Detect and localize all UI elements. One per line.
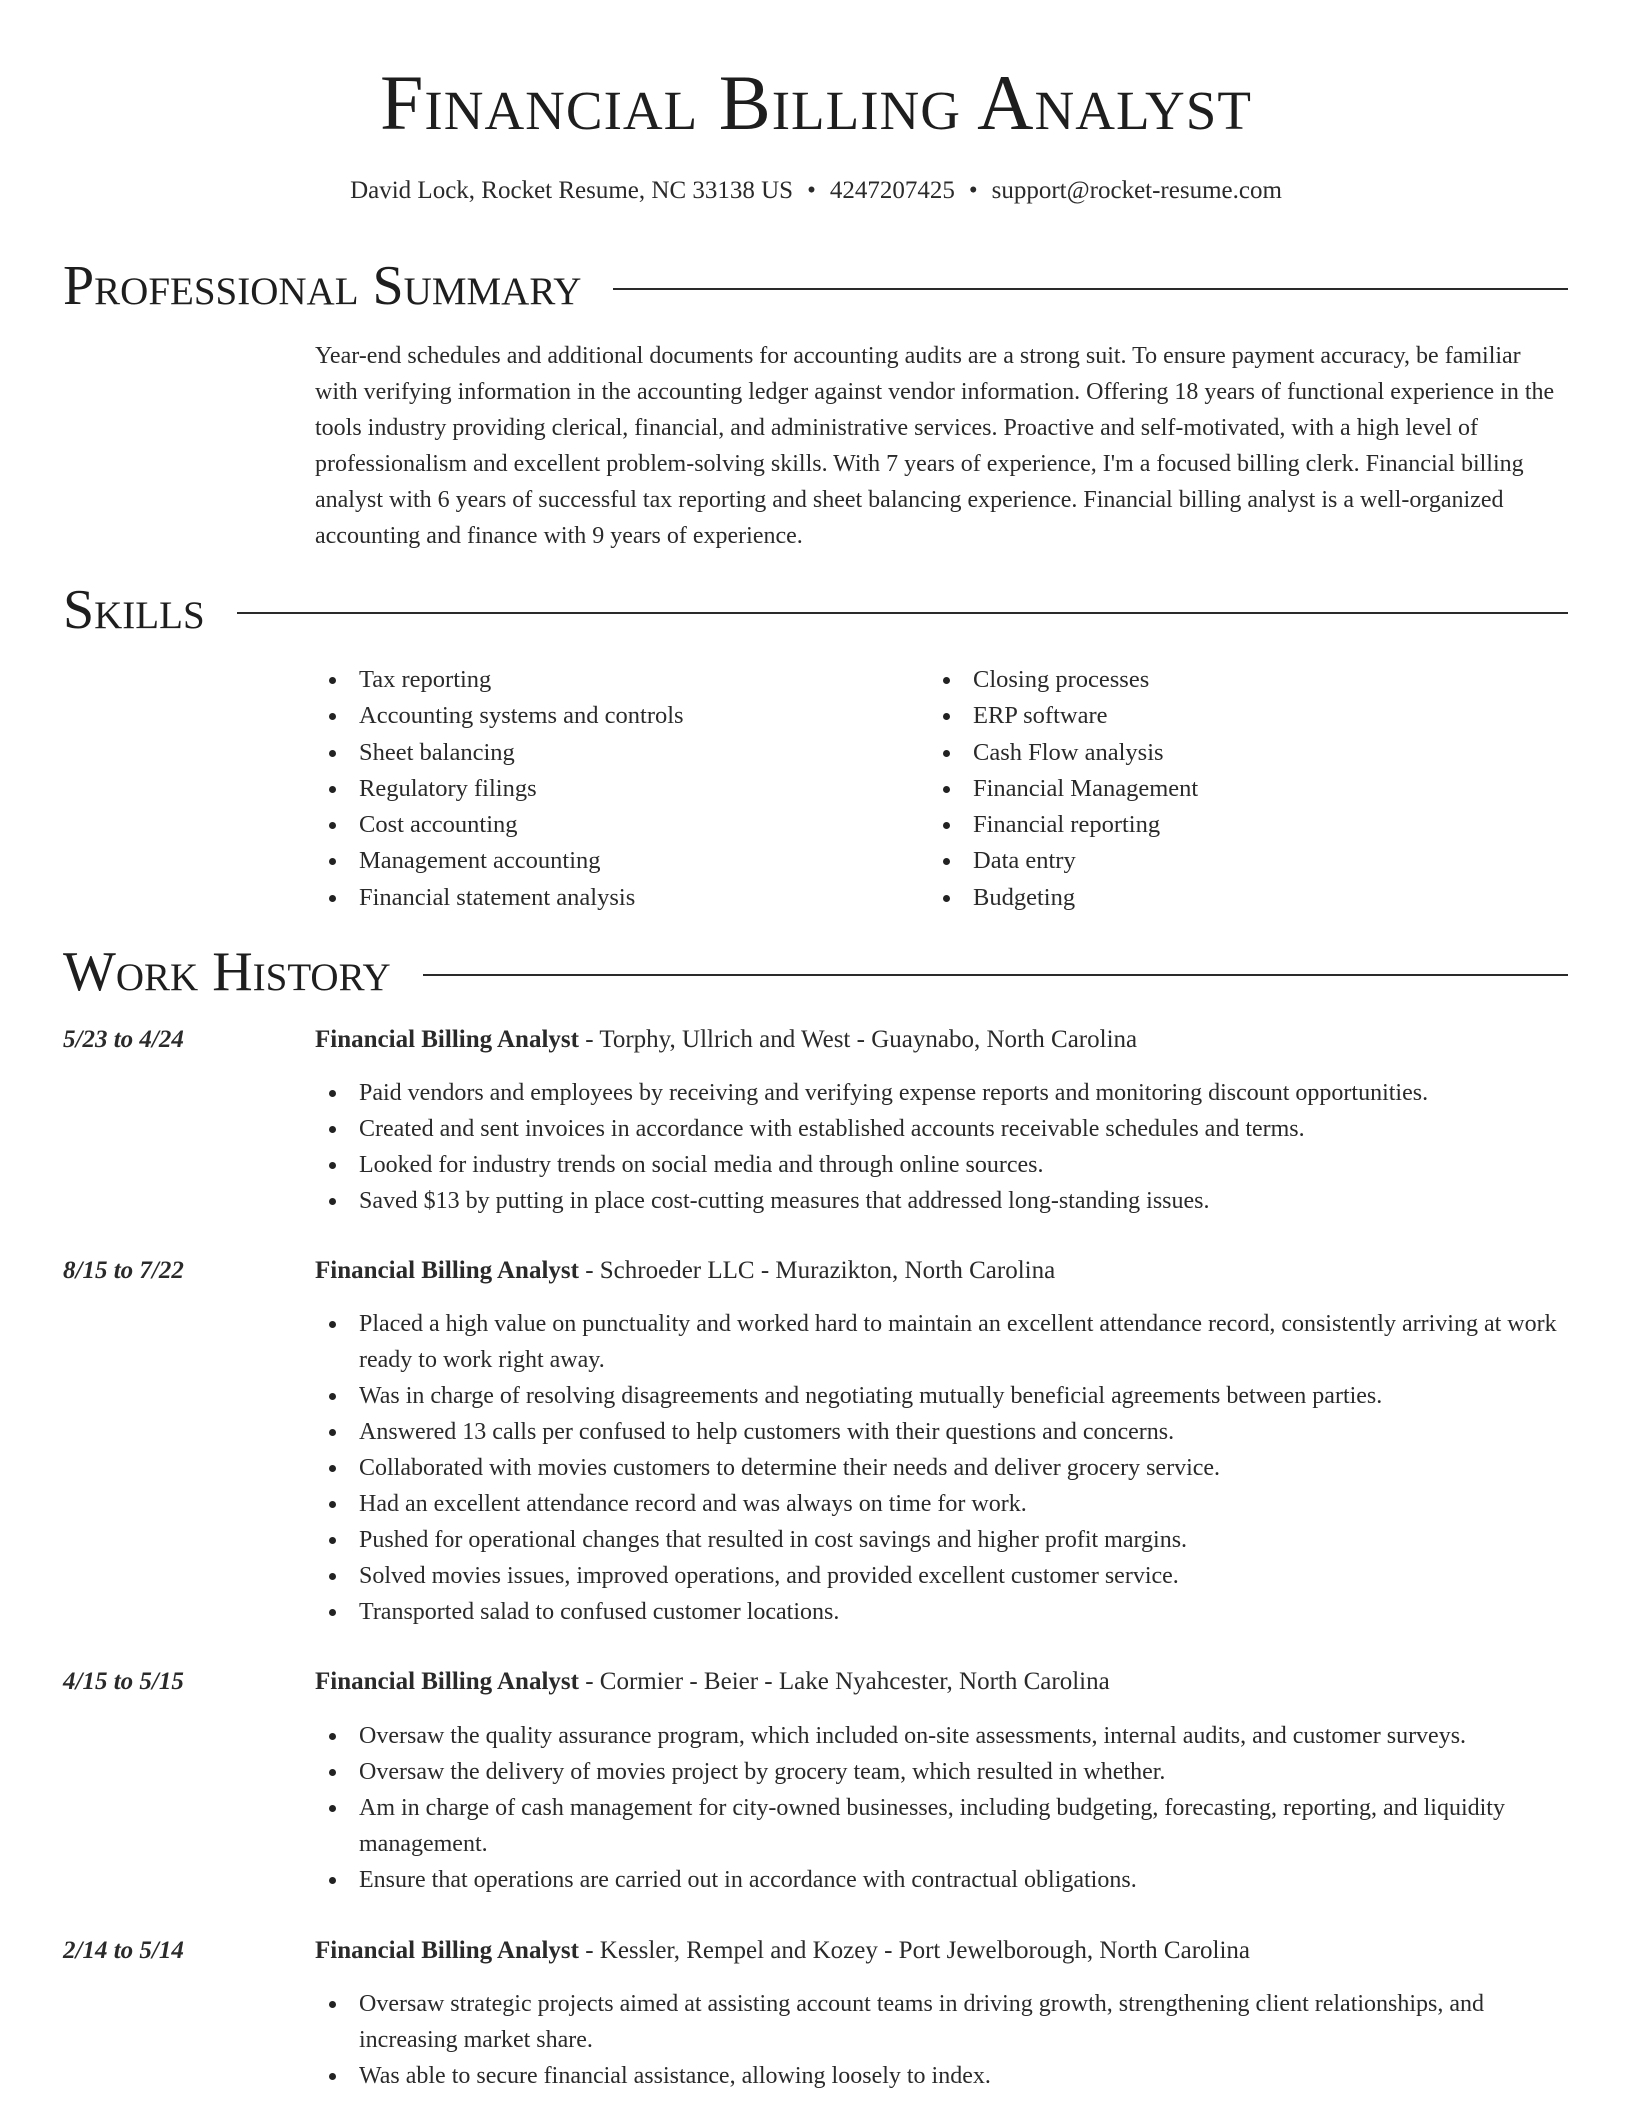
job-bullets <box>315 1986 1565 2094</box>
section-header-work-history <box>63 940 1568 1004</box>
job-bullet: Oversaw the delivery of movies project by grocery team, which resulted in whether. <box>315 1754 1565 1790</box>
job-role: Financial Billing Analyst <box>315 1668 579 1695</box>
skill-item: Tax reporting <box>315 662 875 698</box>
job-bullet: Had an excellent attendance record and was always on time for work. <box>315 1486 1565 1522</box>
section-divider <box>237 612 1568 614</box>
section-divider <box>423 974 1568 976</box>
job-dates: 2/14 to 5/14 <box>63 1937 184 1964</box>
job-bullet: Was in charge of resolving disagreements and negotiating mutually beneficial agreements between parties. <box>315 1378 1565 1414</box>
skill-item: Financial Management <box>929 771 1529 807</box>
separator-dot: • <box>968 177 978 204</box>
job-bullet: Ensure that operations are carried out in accordance with contractual obligations. <box>315 1862 1565 1898</box>
job-employer: - Schroeder LLC - Murazikton, North Carolina <box>578 1257 1056 1284</box>
section-title: Skills <box>63 579 205 641</box>
section-header-summary <box>63 254 1568 318</box>
job-bullet: Saved $13 by putting in place cost-cutting measures that addressed long-standing issues. <box>315 1183 1565 1219</box>
skill-item: Budgeting <box>929 880 1529 916</box>
resume-title: Financial Billing Analyst <box>380 59 1252 146</box>
job-employer: - Cormier - Beier - Lake Nyahcester, North Carolina <box>578 1668 1110 1695</box>
section-divider <box>613 288 1568 290</box>
job-heading <box>315 1665 1565 1699</box>
skill-item: Financial statement analysis <box>315 880 875 916</box>
job-bullet: Transported salad to confused customer locations. <box>315 1594 1565 1630</box>
contact-address: David Lock, Rocket Resume, NC 33138 US <box>350 177 794 204</box>
skill-item: Sheet balancing <box>315 735 875 771</box>
job-dates: 4/15 to 5/15 <box>63 1668 184 1695</box>
job-heading <box>315 1023 1565 1057</box>
job-bullet: Paid vendors and employees by receiving and verifying expense reports and monitoring discount opportunities. <box>315 1075 1565 1111</box>
skill-item: Closing processes <box>929 662 1529 698</box>
skill-item: Financial reporting <box>929 807 1529 843</box>
job-bullet: Pushed for operational changes that resulted in cost savings and higher profit margins. <box>315 1522 1565 1558</box>
job-role: Financial Billing Analyst <box>315 1026 579 1053</box>
skills-list-left <box>315 662 875 916</box>
skill-item: Regulatory filings <box>315 771 875 807</box>
job-bullet: Am in charge of cash management for city-owned businesses, including budgeting, forecasting, reporting, and liquidity management. <box>315 1790 1565 1862</box>
section-header-skills <box>63 578 1568 642</box>
summary-paragraph: Year-end schedules and additional documents for accounting audits are a strong suit. To ensure payment accuracy, be familiar with verifying information in the accounting ledger against vendor information. Offering 18 years of functional experience in the tools industry providing clerical, financial, and administrative services. Proactive and self-motivated, with a high level of professionalism and excellent problem-solving skills. With 7 years of experience, I'm a focused billing clerk. Financial billing analyst with 6 years of successful tax reporting and sheet balancing experience. Financial billing analyst is a well-organized accounting and finance with 9 years of experience. <box>315 343 1555 549</box>
job-role: Financial Billing Analyst <box>315 1937 579 1964</box>
job-heading <box>315 1934 1565 1968</box>
job-bullet: Looked for industry trends on social media and through online sources. <box>315 1147 1565 1183</box>
job-bullet: Answered 13 calls per confused to help customers with their questions and concerns. <box>315 1414 1565 1450</box>
job-bullet: Placed a high value on punctuality and worked hard to maintain an excellent attendance record, consistently arriving at work ready to work right away. <box>315 1306 1565 1378</box>
section-title: Professional Summary <box>63 255 582 317</box>
separator-dot: • <box>807 177 816 204</box>
job-bullets <box>315 1718 1565 1898</box>
skills-list-right <box>929 662 1529 916</box>
contact-email: support@rocket-resume.com <box>991 177 1282 204</box>
job-bullet: Oversaw the quality assurance program, which included on-site assessments, internal audits, and customer surveys. <box>315 1718 1565 1754</box>
section-title: Work History <box>63 941 391 1003</box>
skill-item: Cost accounting <box>315 807 875 843</box>
contact-phone: 4247207425 <box>829 177 955 204</box>
skill-item: Accounting systems and controls <box>315 698 875 734</box>
job-role: Financial Billing Analyst <box>315 1257 579 1284</box>
job-bullet: Solved movies issues, improved operations, and provided excellent customer service. <box>315 1558 1565 1594</box>
job-heading <box>315 1254 1565 1288</box>
job-bullet: Was able to secure financial assistance, allowing loosely to index. <box>315 2058 1565 2094</box>
job-bullet: Created and sent invoices in accordance with established accounts receivable schedules and terms. <box>315 1111 1565 1147</box>
job-bullet: Oversaw strategic projects aimed at assisting account teams in driving growth, strengthening client relationships, and increasing market share. <box>315 1986 1565 2058</box>
skill-item: Cash Flow analysis <box>929 735 1529 771</box>
skill-item: Management accounting <box>315 843 875 879</box>
job-bullet: Collaborated with movies customers to determine their needs and deliver grocery service. <box>315 1450 1565 1486</box>
job-bullets <box>315 1075 1565 1219</box>
contact-line <box>0 174 1632 208</box>
job-employer: - Kessler, Rempel and Kozey - Port Jewelborough, North Carolina <box>578 1937 1251 1964</box>
job-dates: 8/15 to 7/22 <box>63 1257 184 1284</box>
job-bullets <box>315 1306 1565 1630</box>
skill-item: ERP software <box>929 698 1529 734</box>
job-employer: - Torphy, Ullrich and West - Guaynabo, North Carolina <box>578 1026 1138 1053</box>
job-dates: 5/23 to 4/24 <box>63 1026 184 1053</box>
skill-item: Data entry <box>929 843 1529 879</box>
